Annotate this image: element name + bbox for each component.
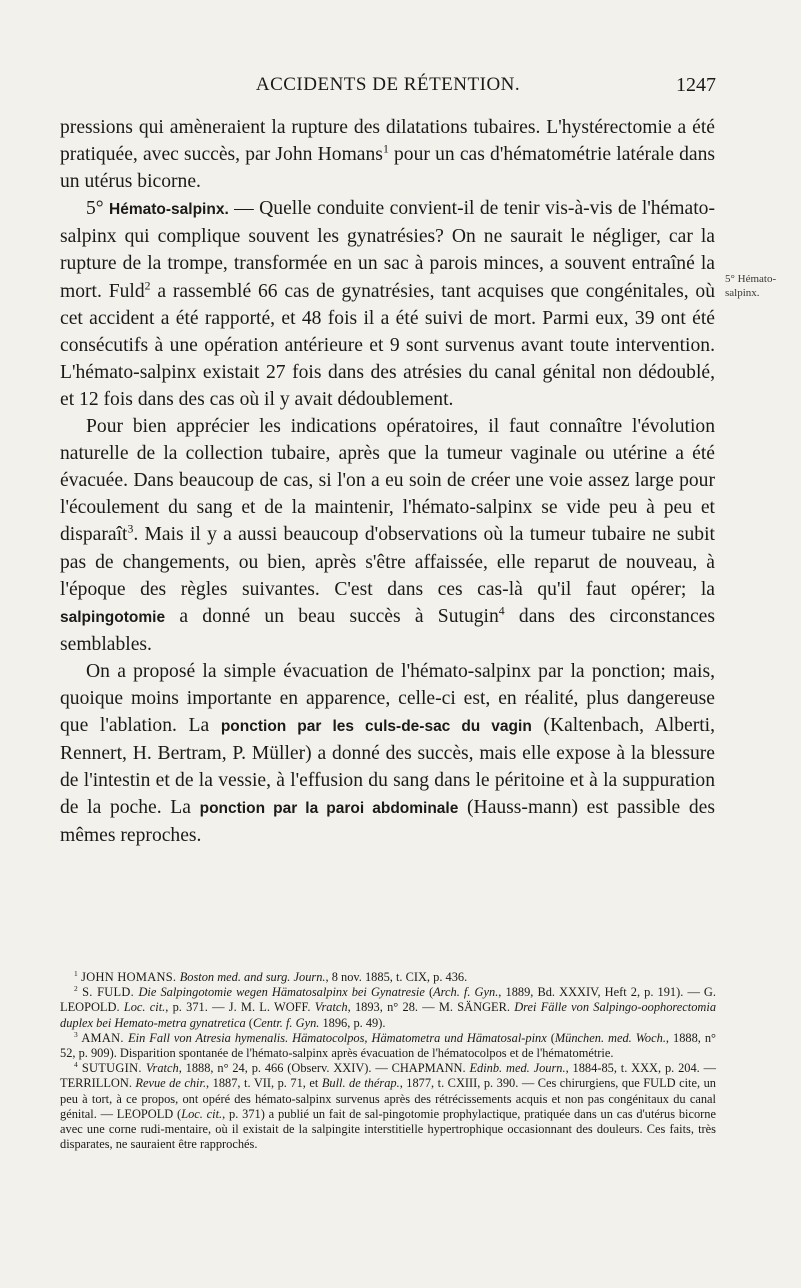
footnote-number: 1 [74,968,78,978]
text-run: AMAN. [77,1030,129,1045]
text-run: Pour bien apprécier les indications opératoires, il faut connaître l'évolution naturelle de la collection tubaire, après que la tumeur vaginale ou utérine a été évacuée. Dans beaucoup de cas, si l'on a eu soin de créer une voie assez large pour l'écoulement du sang et de la maintenir, l'hémato-salpinx se vide peu à peu et disparaît [60,416,715,546]
paragraph-4 [60,658,715,850]
text-run: München. med. Woch. [554,1030,666,1045]
footnote-3 [60,1031,716,1061]
text-run: (Hauss-mann) est passible des mêmes reproches. [60,797,715,847]
text-run: Arch. f. Gyn. [433,985,499,1000]
footnote-ref: 3 [127,522,134,536]
text-run: On a proposé la simple évacuation de l'hémato-salpinx par la ponction; mais, quoique moins importante en apparence, celle-ci est, en réalité, plus dangereuse que l'ablation. La [60,660,715,737]
text-run: Drei Fälle von Salpingo-oophorectomia duplex bei Hemato-metra gynatretica [60,1000,717,1030]
text-run: JOHN HOMANS. [77,970,180,984]
text-run: 1896, p. 49). [319,1015,386,1030]
text-run: , 8 nov. 1885, t. CIX, p. 436. [325,970,468,984]
footnote-number: 3 [74,1029,78,1039]
text-run: Die Salpingotomie wegen Hämatosalpinx bei Gynatresie [138,985,425,1000]
text-run: , 1888, n° 52, p. 909). Disparition spontanée de l'hémato-salpinx après évacuation de l'hématocolpos et de l'hématométrie. [60,1030,717,1061]
margin-note: 5° Hémato-salpinx. [725,273,777,299]
text-run: — Quelle conduite convient-il de tenir vis-à-vis de l'hémato-salpinx qui complique souvent les gynatrésies? On ne saurait le négliger, car la rupture de la trompe, transformée en un sac à parois minces, a souvent entraîné la mort. Fuld [60,198,715,302]
footnote-ref: 1 [382,142,389,156]
running-header [60,74,716,104]
page-number: 1247 [676,74,716,96]
paragraph-1 [60,114,715,195]
main-text [60,114,715,850]
text-run: Ein Fall von Atresia hymenalis. Hämatocolpos, Hämatometra und Hämatosal-pinx [128,1030,547,1045]
text-run: , 1887, t. VII, p. 71, et [206,1076,322,1091]
text-run: Vratch [145,1061,179,1076]
paragraph-3 [60,413,715,658]
text-run: , 1888, n° 24, p. 466 (Observ. XXIV). — CHAPMANN. [178,1061,470,1076]
text-run: Loc. cit. [123,1000,166,1015]
text-run: Loc. cit. [181,1106,223,1121]
footnote-number: 2 [74,984,78,994]
section-number: 5° [86,198,110,220]
text-run: ( [546,1030,555,1045]
keyword: ponction par la paroi abdominale [199,800,459,818]
text-run: Boston med. and surg. Journ. [179,970,326,984]
text-run: Centr. f. Gyn. [252,1015,320,1030]
footnote-number: 4 [74,1060,78,1070]
text-run: ( [245,1015,253,1030]
text-run: a donné un beau succès à Sutugin [165,605,499,627]
text-run: Revue de chir. [135,1076,207,1091]
text-run: pour un cas d'hématométrie latérale dans un utérus bicorne. [60,144,715,193]
text-run: , p. 371) a publié un fait de sal-pingotomie prophylactique, pratiquée dans un cas d'utérus bicorne avec une corne rudi-mentaire, où il existait de la salpingite interstitielle hypertrophique occasionnant des douleurs. Ces faits, très disparates, ne sauraient être rapprochés. [60,1106,716,1152]
section-heading: Hémato-salpinx. [109,201,229,219]
text-run: . Mais il y a aussi beaucoup d'observations où la tumeur tubaire ne subit pas de changements, ou bien, après s'être affaissée, elle reparut de nouveau, à l'époque des règles suivantes. C'est dans ces cas-là qu'il faut opérer; la [60,524,715,600]
text-run: pressions qui amèneraient la rupture des dilatations tubaires. L'hystérectomie a été pratiquée, avec succès, par John Homans [60,117,715,166]
footnotes [60,970,716,1152]
text-run: dans des circonstances semblables. [60,605,715,655]
keyword: salpingotomie [60,608,166,626]
text-run: , p. 371. — J. M. L. WOFF. [165,1000,315,1015]
keyword: ponction par les culs-de-sac du vagin [220,718,532,736]
text-run: SUTUGIN. [77,1061,146,1076]
text-run: Edinb. med. Journ. [469,1061,566,1076]
text-run: Vratch [314,1000,348,1015]
text-run: ( [424,985,434,1000]
footnote-ref: 4 [498,604,505,618]
footnote-1 [60,970,716,985]
text-run: a rassemblé 66 cas de gynatrésies, tant acquises que congénitales, où cet accident a été rapporté, et 48 fois il a été suivi de mort. Parmi eux, 39 ont été consécutifs à une opération antérieure et 9 sont survenus avant toute intervention. L'hémato-salpinx existait 27 fois dans des atrésies du canal génital non dédoublé, et 12 fois dans des cas où il y avait dédoublement. [60,280,715,410]
page-title: ACCIDENTS DE RÉTENTION. [255,74,521,95]
paragraph-2 [60,195,715,413]
text-run: , 1877, t. CXIII, p. 390. — Ces chirurgiens, que FULD cite, un peu à tort, à ce propos, ont opéré des hémato-salpinx survenus après des rétrécissements acquis et non pas congénitaux du canal génital. — LEOPOLD ( [60,1076,716,1121]
text-run: , 1884-85, t. XXX, p. 204. — TERRILLON. [60,1061,717,1091]
text-run: , 1889, Bd. XXXIV, Heft 2, p. 191). — G. LEOPOLD. [60,985,716,1015]
text-run: S. FULD. [77,985,139,1000]
text-run: Bull. de thérap. [321,1076,400,1091]
footnote-2 [60,985,716,1031]
footnote-ref: 2 [144,279,151,293]
text-run: , 1893, n° 28. — M. SÄNGER. [347,1000,515,1015]
text-run: (Kaltenbach, Alberti, Rennert, H. Bertram, P. Müller) a donné des succès, mais elle expose à la blessure de l'intestin et de la vessie, à l'effusion du sang dans le péritoine et à la suppuration de la poche. La [60,715,715,819]
footnote-4 [60,1061,716,1152]
